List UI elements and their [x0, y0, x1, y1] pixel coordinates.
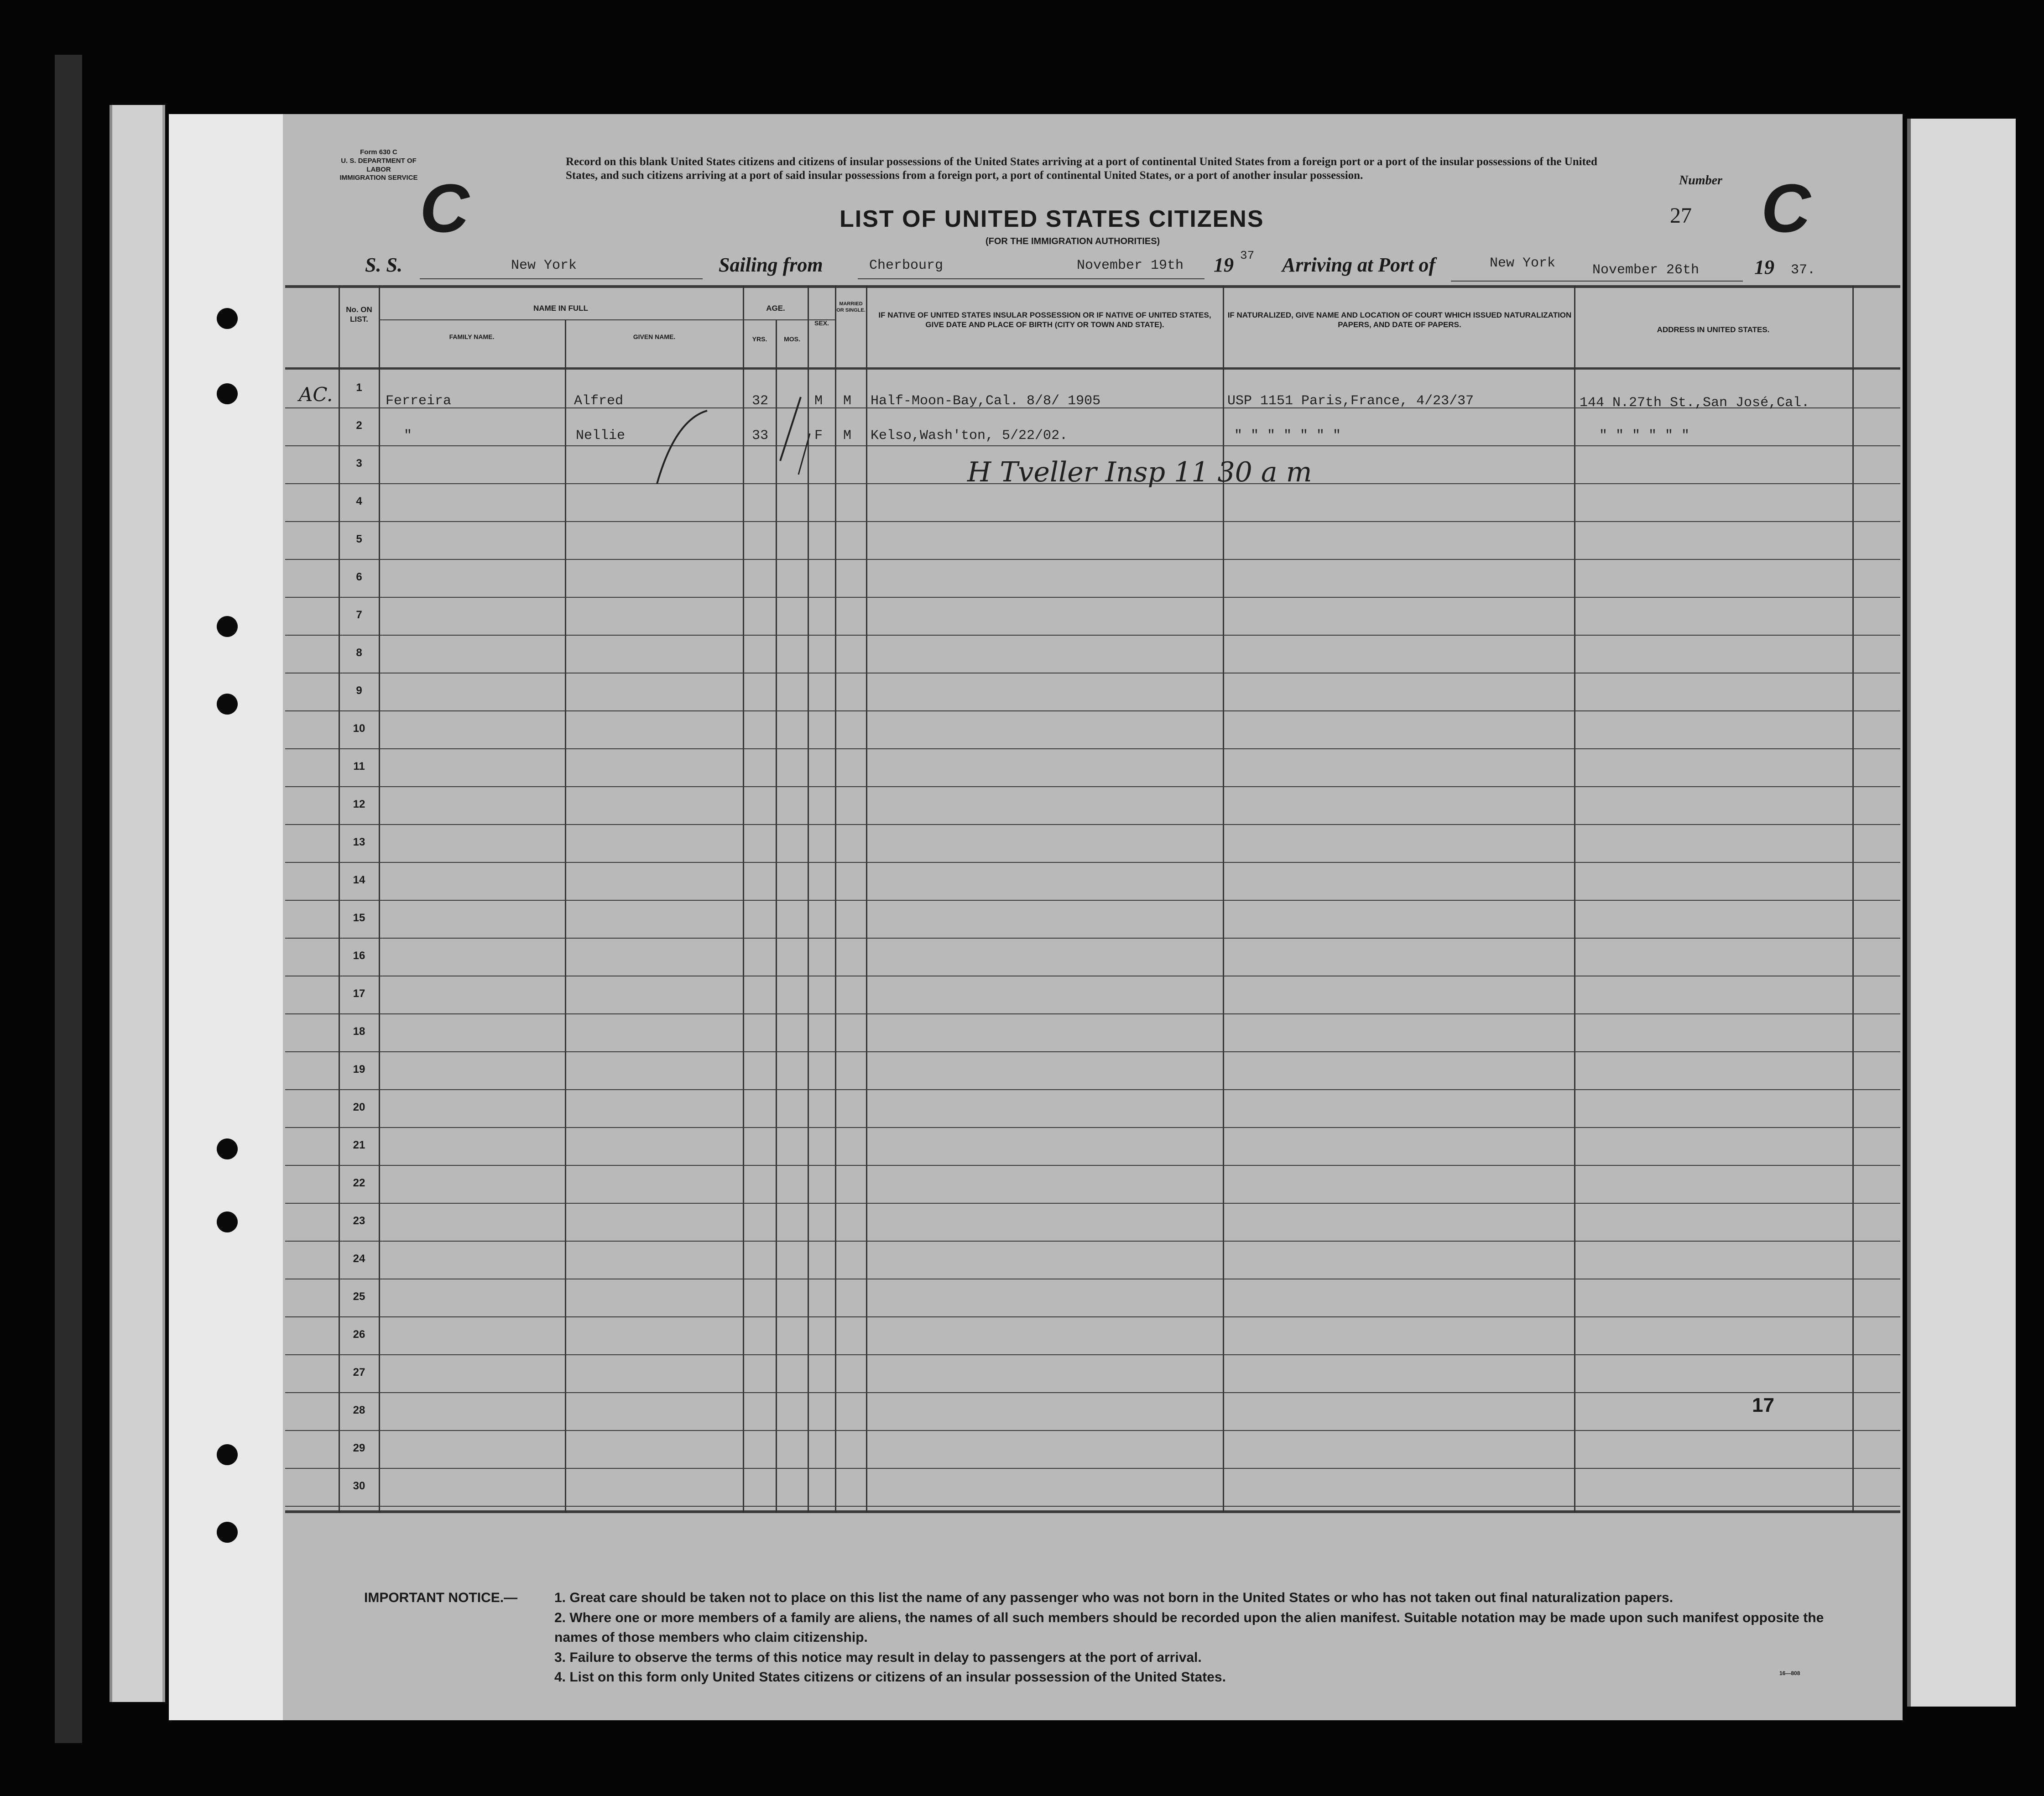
subheader-divider: [379, 319, 835, 320]
col-header-mos: MOS.: [784, 335, 800, 343]
sailing-port: Cherbourg: [869, 258, 944, 273]
column-divider: [835, 285, 836, 1513]
row2-sex: F: [814, 428, 823, 444]
row-line: [285, 748, 1900, 749]
row-line: [285, 786, 1900, 787]
sailing-year: 37: [1240, 249, 1255, 262]
row1-naturalized: USP 1151 Paris,France, 4/23/37: [1227, 393, 1474, 409]
row-number: 15: [353, 912, 365, 924]
row-number: 5: [356, 533, 362, 545]
col-header-yrs: YRS.: [752, 335, 767, 343]
column-divider: [776, 319, 777, 1513]
row-number: 2: [356, 419, 362, 432]
row-number: 25: [353, 1290, 365, 1303]
row-number: 26: [353, 1328, 365, 1341]
row-line: [285, 559, 1900, 560]
column-divider: [379, 285, 380, 1513]
ship-name: New York: [511, 258, 577, 273]
row1-married: M: [843, 393, 852, 409]
row-line: [285, 1430, 1900, 1431]
record-instructions: Record on this blank United States citizens and citizens of insular possessions of the United States arriving at a port of continental United States from a foreign port or a port of the insular possessions of the United States, and such citizens arriving at a port of said insular possessions from a foreign port, a port of continental United States, or a port of another insular possession.: [566, 156, 1597, 182]
row-number: 8: [356, 647, 362, 659]
row-line: [285, 1013, 1900, 1014]
row-number: 18: [353, 1025, 365, 1038]
row-number: 19: [353, 1063, 365, 1076]
row-number: 24: [353, 1253, 365, 1265]
col-header-family: FAMILY NAME.: [449, 333, 495, 340]
row-number: 28: [353, 1404, 365, 1416]
row2-yrs: 33: [752, 428, 769, 444]
row-number: 13: [353, 836, 365, 848]
arrival-year-prefix: 19: [1754, 256, 1774, 278]
col-header-sex: SEX.: [814, 319, 829, 327]
row-line: [285, 862, 1900, 863]
punch-hole-icon: [217, 1211, 238, 1232]
row1-birth: Half-Moon-Bay,Cal. 8/8/ 1905: [871, 393, 1101, 409]
row-number: 7: [356, 609, 362, 621]
column-divider: [1852, 285, 1854, 1513]
punch-hole-icon: [217, 308, 238, 329]
col-header-no: No. ON LIST.: [346, 305, 372, 324]
row-number: 12: [353, 798, 365, 810]
row2-birth: Kelso,Wash'ton, 5/22/02.: [871, 428, 1068, 444]
binder-strip: [110, 105, 165, 1702]
row-line: [285, 521, 1900, 522]
row-number: 29: [353, 1442, 365, 1454]
column-divider: [866, 285, 867, 1513]
row1-sex: M: [814, 393, 823, 409]
punch-hole-icon: [217, 616, 238, 637]
col-header-age: AGE.: [766, 304, 785, 313]
col-header-name: NAME IN FULL: [533, 304, 588, 313]
list-letter-left: C: [420, 170, 469, 246]
row-line: [285, 1468, 1900, 1469]
row-line: [285, 900, 1900, 901]
sailing-year-prefix: 19: [1214, 254, 1234, 276]
row-number: 14: [353, 874, 365, 886]
number-label: Number: [1679, 173, 1722, 188]
form-number: Form 630 C: [360, 148, 397, 156]
list-letter-right: C: [1761, 170, 1811, 246]
column-divider: [1574, 285, 1575, 1513]
row2-family: ": [404, 428, 412, 444]
arrival-underline: [1451, 281, 1743, 282]
row-number: 11: [353, 760, 365, 773]
header-bottom-border: [285, 367, 1900, 370]
form-id-block: [328, 148, 429, 183]
margin-annotation: AC.: [299, 383, 333, 406]
row2-address: " " " " " ": [1599, 428, 1690, 444]
row-number: 1: [356, 381, 362, 394]
row-number: 3: [356, 457, 362, 470]
notice-body: [554, 1588, 1859, 1687]
sailing-label: Sailing from: [719, 254, 823, 276]
ss-label: S. S.: [365, 254, 402, 276]
row-number: 21: [353, 1139, 365, 1151]
binder-edge: [55, 55, 82, 1743]
row-number: 23: [353, 1215, 365, 1227]
row-line: [285, 1127, 1900, 1128]
row-line: [285, 1316, 1900, 1317]
row-number: 4: [356, 495, 362, 507]
punch-hole-icon: [217, 694, 238, 715]
arrival-date: November 26th: [1592, 262, 1700, 278]
row-line: [285, 635, 1900, 636]
row-number: 27: [353, 1366, 365, 1378]
form-small-print: 16—808: [1779, 1670, 1800, 1676]
row-number: 22: [353, 1177, 365, 1189]
row-number: 30: [353, 1480, 365, 1492]
row1-family: Ferreira: [386, 393, 452, 409]
row-number: 6: [356, 571, 362, 583]
col-header-married: MARRIED OR SINGLE.: [836, 301, 866, 313]
row1-address: 144 N.27th St.,San José,Cal.: [1580, 395, 1810, 411]
row-number: 10: [353, 722, 365, 735]
row-line: [285, 1165, 1900, 1166]
table-top-border: [285, 285, 1900, 288]
ship-underline: [420, 278, 703, 279]
punch-hole-icon: [217, 383, 238, 404]
row-line: [285, 1392, 1900, 1393]
table-bottom-border: [285, 1510, 1900, 1513]
sailing-date: November 19th: [1077, 258, 1184, 273]
row2-married: M: [843, 428, 852, 444]
notice-item: 2. Where one or more members of a family are aliens, the names of all such members should be recorded upon the alien manifest. Suitable notation may be made upon such manifest opposite the names of those members who claim citizenship.: [554, 1610, 1824, 1645]
row-line: [285, 710, 1900, 711]
row1-given: Alfred: [574, 393, 624, 409]
form-title: LIST OF UNITED STATES CITIZENS: [840, 206, 1264, 232]
department-label: U. S. DEPARTMENT OF LABOR: [341, 157, 417, 173]
col-header-address: ADDRESS IN UNITED STATES.: [1657, 325, 1770, 334]
form-subtitle: (FOR THE IMMIGRATION AUTHORITIES): [986, 236, 1160, 246]
punch-hole-icon: [217, 1138, 238, 1159]
notice-item: 1. Great care should be taken not to place on this list the name of any passenger who was not born in the United States or who has not taken out final naturalization papers.: [554, 1590, 1674, 1605]
row-line: [285, 1051, 1900, 1052]
handwritten-strokes: [648, 392, 812, 493]
row-line: [285, 597, 1900, 598]
row-line: [285, 824, 1900, 825]
row-number: 20: [353, 1101, 365, 1113]
column-divider: [339, 285, 340, 1513]
notice-item: 4. List on this form only United States citizens or citizens of an insular possession of the United States.: [554, 1670, 1226, 1685]
col-header-given: GIVEN NAME.: [633, 333, 676, 340]
col-header-birth: IF NATIVE OF UNITED STATES INSULAR POSSESSION OR IF NATIVE OF UNITED STATES, GIVE DATE AND PLACE OF BIRTH (CITY OR TOWN AND STATE).: [878, 311, 1211, 329]
row-line: [285, 1354, 1900, 1355]
row-number: 9: [356, 684, 362, 697]
notice-item: 3. Failure to observe the terms of this notice may result in delay to passengers at the port of arrival.: [554, 1650, 1202, 1665]
row-line: [285, 673, 1900, 674]
punch-hole-icon: [217, 1522, 238, 1543]
arrival-port: New York: [1490, 256, 1556, 271]
row-number: 17: [353, 987, 365, 1000]
punch-hole-icon: [217, 1444, 238, 1465]
row2-naturalized: " " " " " " ": [1234, 428, 1341, 444]
row-line: [285, 1203, 1900, 1204]
row-line: [285, 1506, 1900, 1507]
row-line: [285, 445, 1900, 446]
sailing-underline: [858, 278, 1204, 279]
row-line: [285, 938, 1900, 939]
page-number: 17: [1752, 1394, 1774, 1416]
col-header-naturalized: IF NATURALIZED, GIVE NAME AND LOCATION OF COURT WHICH ISSUED NATURALIZATION PAPERS, AND DATE OF PAPERS.: [1227, 311, 1572, 329]
arriving-label: Arriving at Port of: [1282, 254, 1436, 276]
row-line: [285, 1089, 1900, 1090]
row2-given: Nellie: [576, 428, 626, 444]
row-line: [285, 1241, 1900, 1242]
service-label: IMMIGRATION SERVICE: [339, 174, 418, 182]
facing-page-edge: [1907, 119, 2016, 1707]
arrival-year: 37.: [1791, 262, 1816, 278]
inspector-signature: H Tveller Insp 11 30 a m: [967, 456, 1312, 488]
notice-label: IMPORTANT NOTICE.—: [364, 1590, 518, 1605]
column-divider: [565, 319, 566, 1513]
row1-yrs: 32: [752, 393, 769, 409]
row-number: 16: [353, 950, 365, 962]
manifest-form: [283, 114, 1903, 1720]
arrival-day-annotation: 27: [1670, 204, 1692, 228]
